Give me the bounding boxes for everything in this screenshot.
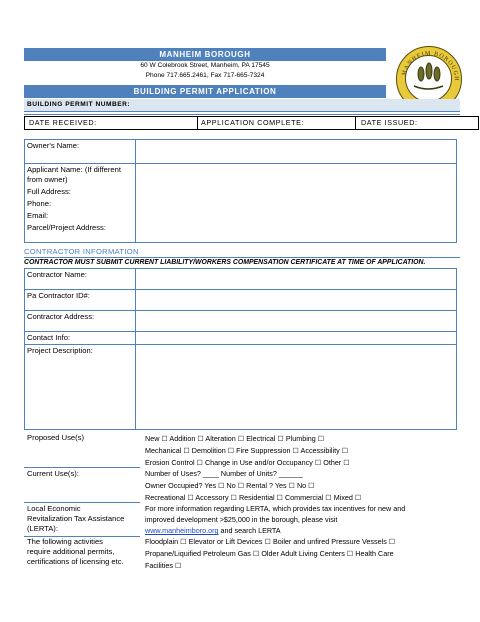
activities-line-3[interactable]: Facilities ☐ <box>145 561 182 570</box>
current-use-line-3[interactable]: Recreational ☐ Accessory ☐ Residential ☐ Commercial ☐ Mixed ☐ <box>145 493 362 502</box>
owner-table <box>24 139 457 243</box>
divider <box>24 111 460 112</box>
owner-name-label: Owner's Name: <box>25 140 136 164</box>
current-use-line-1[interactable]: Number of Uses? ____ Number of Units? ______ <box>145 469 303 478</box>
contractor-id-label: Pa Contractor ID#: <box>25 290 136 311</box>
application-complete-cell[interactable] <box>198 117 356 129</box>
contractor-name-field[interactable] <box>136 269 457 290</box>
table-row <box>25 198 457 210</box>
form-title-banner: BUILDING PERMIT APPLICATION <box>24 85 386 98</box>
proposed-use-label: Proposed Use(s) <box>27 433 84 442</box>
parcel-address-field[interactable] <box>136 222 457 242</box>
table-row <box>25 140 457 164</box>
project-description-label: Project Description: <box>25 345 136 430</box>
table-row <box>25 269 457 290</box>
date-issued-label: DATE ISSUED: <box>361 118 418 127</box>
activities-line-2[interactable]: Propane/Liquified Petroleum Gas ☐ Older Adult Living Centers ☐ Health Care <box>145 549 394 558</box>
table-row <box>25 186 457 198</box>
contact-info-field[interactable] <box>136 332 457 345</box>
application-complete-label: APPLICATION COMPLETE: <box>201 118 305 127</box>
email-field[interactable] <box>136 210 457 222</box>
full-address-label: Full Address: <box>25 186 136 198</box>
contractor-notice: CONTRACTOR MUST SUBMIT CURRENT LIABILITY/WORKERS COMPENSATION CERTIFICATE AT TIME OF APPLICATION. <box>24 259 426 266</box>
seal-text: MANHEIM BOROUGH <box>401 50 460 82</box>
activities-label: The following activities require additional permits, certifications of licensing etc. <box>27 537 124 567</box>
proposed-use-line-1[interactable]: New ☐ Addition ☐ Alteration ☐ Electrical ☐ Plumbing ☐ <box>145 434 325 443</box>
applicant-name-label: Applicant Name: (If different from owner) <box>25 164 136 187</box>
contractor-heading: CONTRACTOR INFORMATION <box>24 247 139 256</box>
table-row <box>25 210 457 222</box>
applicant-name-field[interactable] <box>136 164 457 187</box>
divider <box>24 502 140 503</box>
lerta-line-1: For more information regarding LERTA, which provides tax incentives for new and <box>145 504 406 513</box>
contractor-id-field[interactable] <box>136 290 457 311</box>
current-use-label: Current Use(s): <box>27 469 79 478</box>
permit-number-label: BUILDING PERMIT NUMBER: <box>27 101 131 108</box>
parcel-address-label: Parcel/Project Address: <box>25 222 136 242</box>
divider <box>24 467 140 468</box>
date-row <box>24 116 479 130</box>
proposed-use-line-2[interactable]: Mechanical ☐ Demolition ☐ Fire Suppression ☐ Accessibility ☐ <box>145 446 349 455</box>
table-row <box>25 345 457 430</box>
divider <box>24 257 460 258</box>
date-received-cell[interactable] <box>25 117 198 129</box>
table-row <box>25 164 457 187</box>
table-row <box>25 332 457 345</box>
lerta-line-2: improved development >$25,000 in the borough, please visit <box>145 515 338 524</box>
email-label: Email: <box>25 210 136 222</box>
borough-phone: Phone 717.665.2461, Fax 717-665-7324 <box>145 72 265 79</box>
table-row <box>25 222 457 242</box>
lerta-after-link: and search LERTA <box>218 526 281 535</box>
table-row <box>25 311 457 332</box>
date-issued-cell[interactable] <box>356 117 478 129</box>
owner-name-field[interactable] <box>136 140 457 164</box>
full-address-field[interactable] <box>136 186 457 198</box>
contractor-table <box>24 268 457 430</box>
divider <box>24 114 460 115</box>
contractor-address-field[interactable] <box>136 311 457 332</box>
phone-label: Phone: <box>25 198 136 210</box>
project-description-field[interactable] <box>136 345 457 430</box>
activities-line-1[interactable]: Floodplain ☐ Elevator or Lift Devices ☐ Boiler and unfired Pressure Vessels ☐ <box>145 537 396 546</box>
current-use-line-2[interactable]: Owner Occupied? Yes ☐ No ☐ Rental ? Yes ☐ No ☐ <box>145 481 315 490</box>
contact-info-label: Contact Info: <box>25 332 136 345</box>
svg-text:MANHEIM BOROUGH <box>401 51 459 82</box>
contractor-address-label: Contractor Address: <box>25 311 136 332</box>
permit-number-row <box>24 99 460 111</box>
date-received-label: DATE RECEIVED: <box>29 118 97 127</box>
contractor-name-label: Contractor Name: <box>25 269 136 290</box>
table-row <box>25 290 457 311</box>
lerta-label: Local Economic Revitalization Tax Assistance (LERTA): <box>27 504 125 534</box>
lerta-line-3 <box>145 525 281 536</box>
borough-address: 60 W Colebrook Street, Manheim, PA 17545 <box>140 62 270 69</box>
proposed-use-line-3[interactable]: Erosion Control ☐ Change in Use and/or Occupancy ☐ Other ☐ <box>145 458 350 467</box>
lerta-link[interactable]: www.manheimboro.org <box>145 526 219 535</box>
phone-field[interactable] <box>136 198 457 210</box>
borough-banner: MANHEIM BOROUGH <box>24 48 386 61</box>
